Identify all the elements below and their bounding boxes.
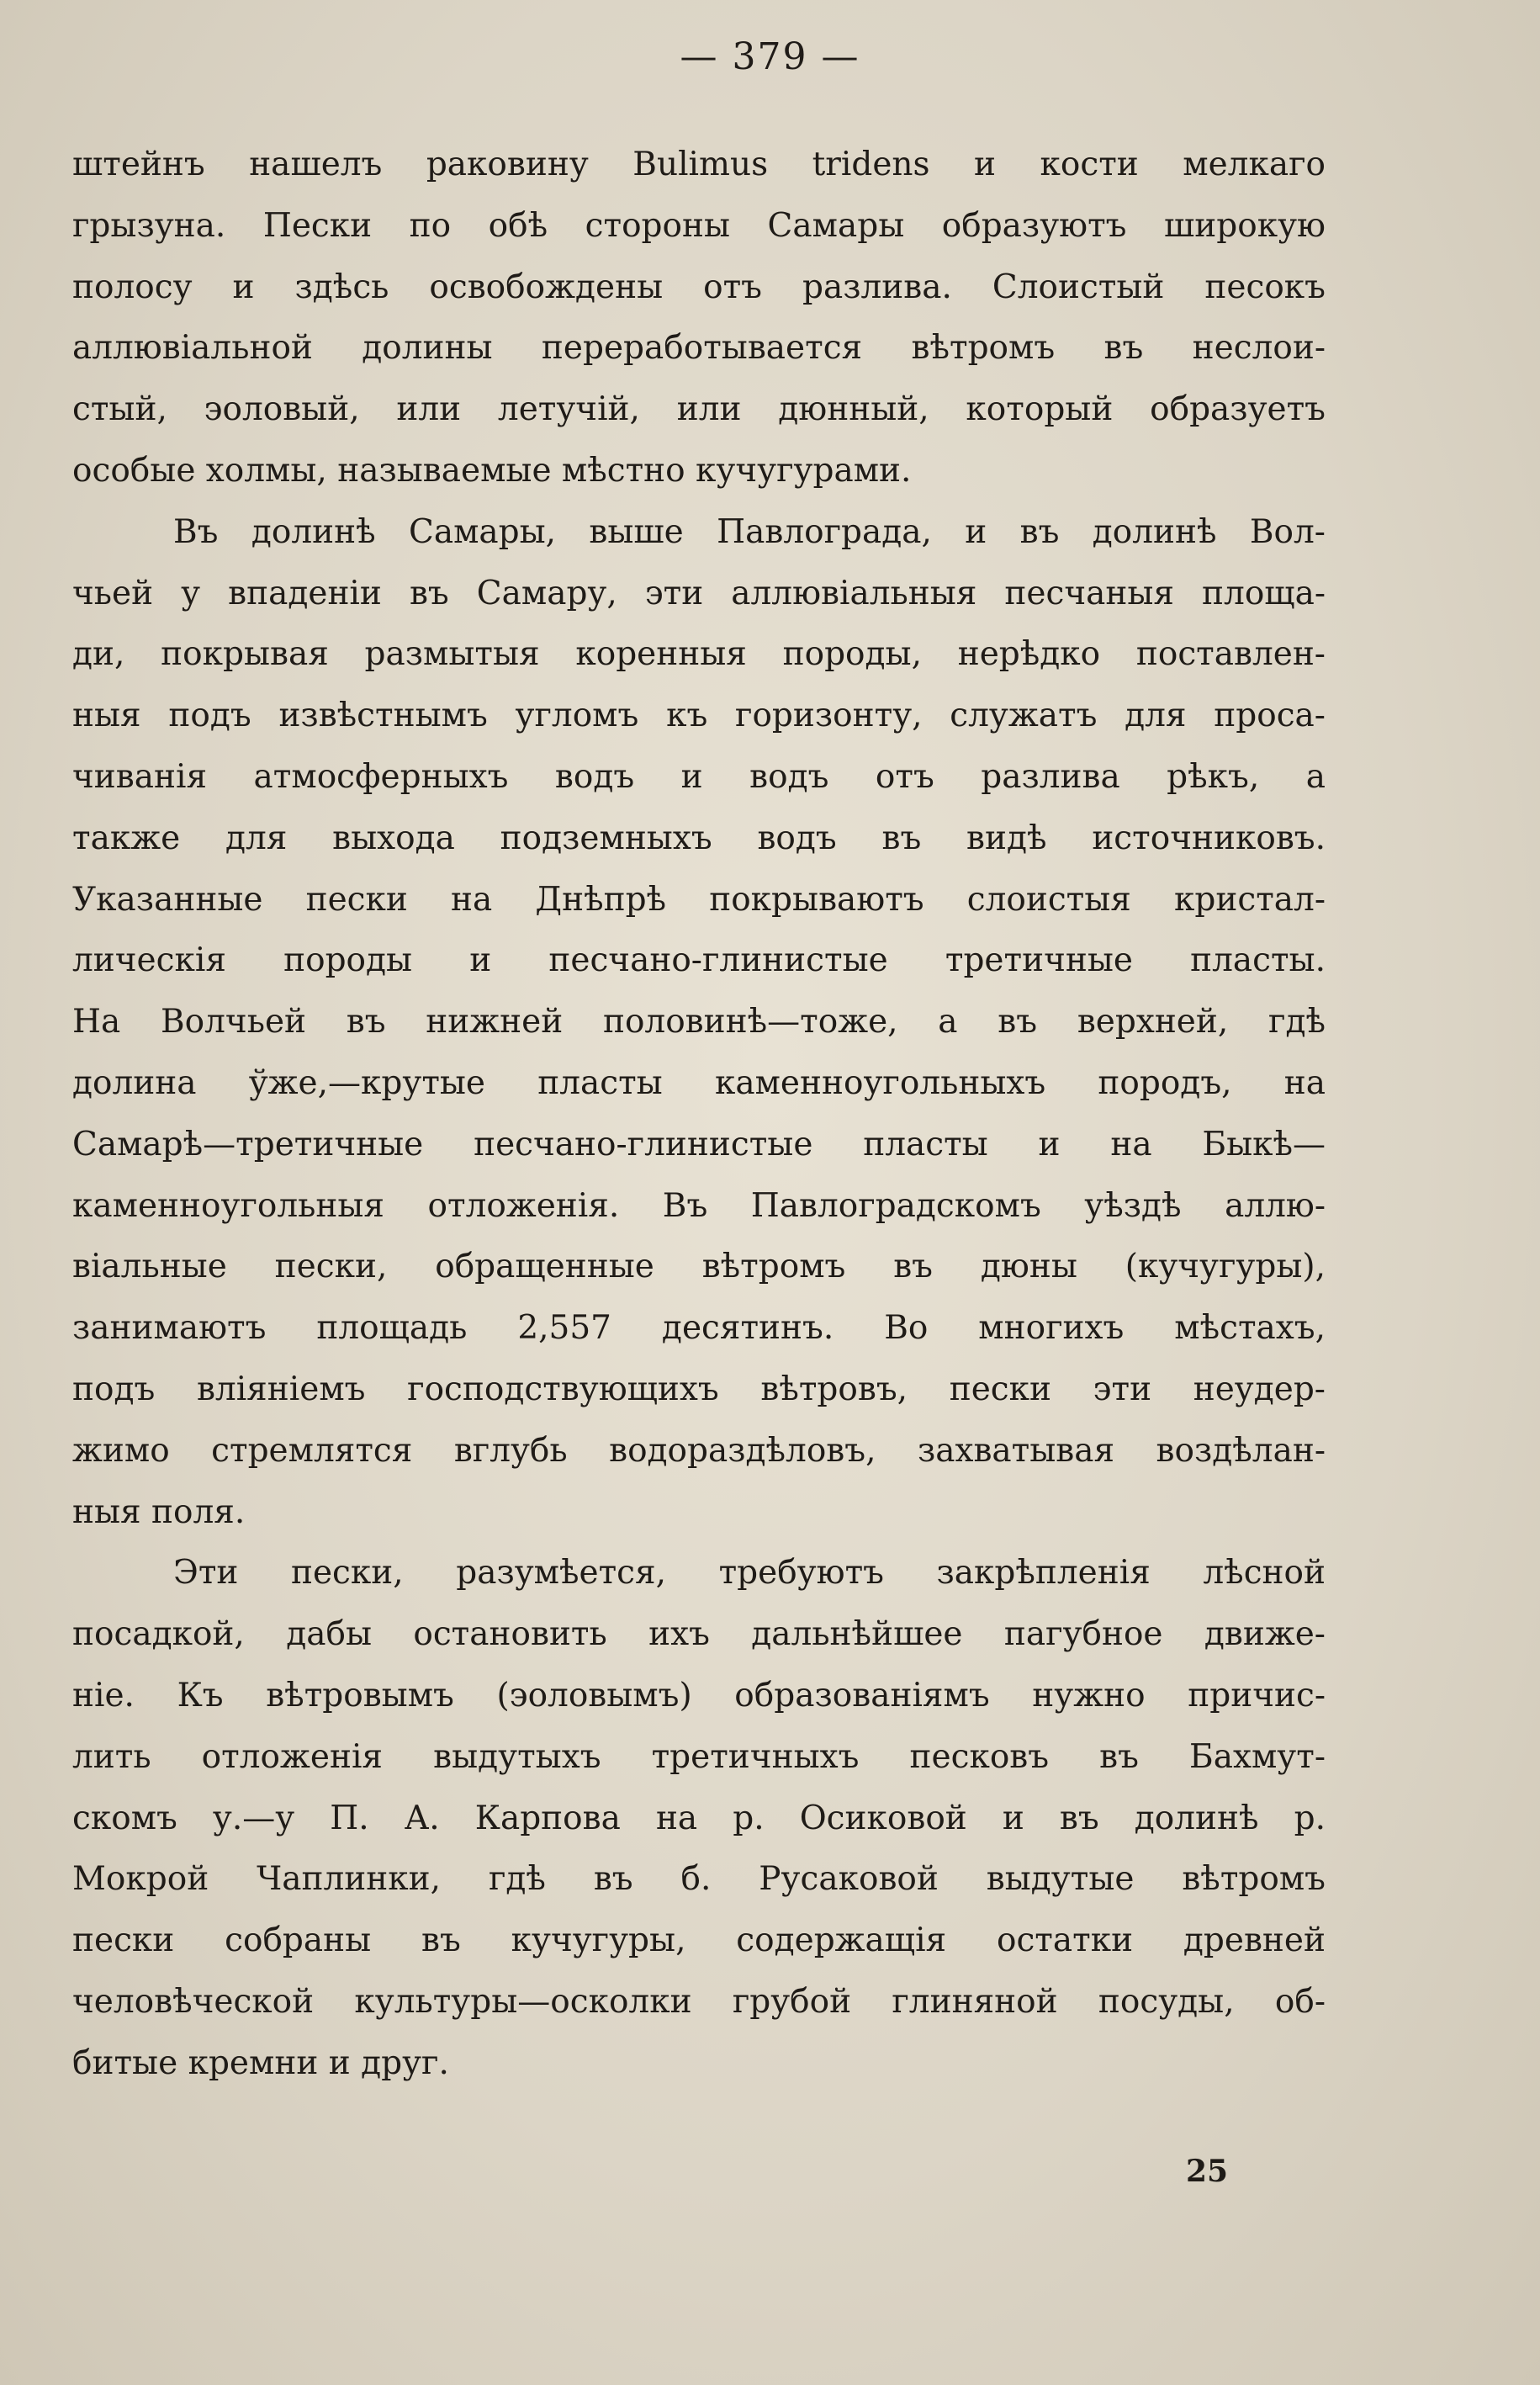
text-line: подъ вліяніемъ господствующихъ вѣтровъ, пески эти неудер- bbox=[72, 1370, 1326, 1408]
text-line: ныя подъ извѣстнымъ угломъ къ горизонту, служатъ для проса- bbox=[72, 697, 1326, 735]
text-line: лить отложенія выдутыхъ третичныхъ песковъ въ Бахмут- bbox=[72, 1737, 1326, 1776]
text-line: штейнъ нашелъ раковину Bulimus tridens и кости мелкаго bbox=[72, 146, 1326, 183]
text-line: стый, эоловый, или летучій, или дюнный, который образуетъ bbox=[72, 390, 1326, 429]
text-line: человѣческой культуры—осколки грубой глиняной посуды, об- bbox=[72, 1982, 1326, 2021]
text-line: ди, покрывая размытыя коренныя породы, нерѣдко поставлен- bbox=[72, 635, 1326, 674]
printer-signature-mark: 25 bbox=[1186, 2154, 1229, 2189]
text-line: грызуна. Пески по обѣ стороны Самары образуютъ широкую bbox=[72, 206, 1326, 245]
text-line: віальные пески, обращенные вѣтромъ въ дюны (кучугуры), bbox=[72, 1248, 1326, 1286]
text-line: чиванія атмосферныхъ водъ и водъ отъ разлива рѣкъ, а bbox=[72, 757, 1326, 796]
text-line: каменноугольныя отложенія. Въ Павлоградскомъ уѣздѣ аллю- bbox=[72, 1186, 1326, 1225]
text-line: битые кремни и друг. bbox=[72, 2043, 449, 2082]
text-line: особые холмы, называемые мѣстно кучугурами. bbox=[72, 451, 912, 490]
text-line: Мокрой Чаплинки, гдѣ въ б. Русаковой выдутые вѣтромъ bbox=[72, 1860, 1326, 1899]
text-line: также для выхода подземныхъ водъ въ видѣ источниковъ. bbox=[72, 819, 1326, 857]
text-line: скомъ у.—у П. А. Карпова на р. Осиковой и въ долинѣ р. bbox=[72, 1799, 1326, 1837]
text-line: ныя поля. bbox=[72, 1492, 246, 1531]
body-text bbox=[72, 135, 1326, 2095]
text-line: Эти пески, разумѣется, требуютъ закрѣпленія лѣсной bbox=[173, 1554, 1326, 1593]
text-line: Въ долинѣ Самары, выше Павлограда, и въ долинѣ Вол- bbox=[173, 512, 1326, 551]
text-line: Указанные пески на Днѣпрѣ покрываютъ слоистыя кристал- bbox=[72, 880, 1326, 919]
text-line: лическія породы и песчано-глинистые третичные пласты. bbox=[72, 941, 1326, 980]
text-line: пески собраны въ кучугуры, содержащія остатки древней bbox=[72, 1921, 1326, 1960]
text-line: полосу и здѣсь освобождены отъ разлива. Слоистый песокъ bbox=[72, 268, 1326, 306]
text-line: аллювіальной долины переработывается вѣтромъ въ неслои- bbox=[72, 329, 1326, 368]
text-line: ніе. Къ вѣтровымъ (эоловымъ) образованіямъ нужно причис- bbox=[72, 1676, 1326, 1715]
text-line: занимаютъ площадь 2,557 десятинъ. Во многихъ мѣстахъ, bbox=[72, 1309, 1326, 1348]
text-line: Самарѣ—третичные песчано-глинистые пласты и на Быкѣ— bbox=[72, 1125, 1326, 1163]
text-line: долина ўже,—крутые пласты каменноугольныхъ породъ, на bbox=[72, 1063, 1326, 1102]
text-line: жимо стремлятся вглубь водораздѣловъ, захватывая воздѣлан- bbox=[72, 1431, 1326, 1470]
text-line: посадкой, дабы остановить ихъ дальнѣйшее пагубное движе- bbox=[72, 1615, 1326, 1654]
text-line: чьей у впаденіи въ Самару, эти аллювіальныя песчаныя площа- bbox=[72, 574, 1326, 612]
text-line: На Волчьей въ нижней половинѣ—тоже, а въ верхней, гдѣ bbox=[72, 1003, 1326, 1041]
page-number: — 379 — bbox=[680, 35, 860, 78]
